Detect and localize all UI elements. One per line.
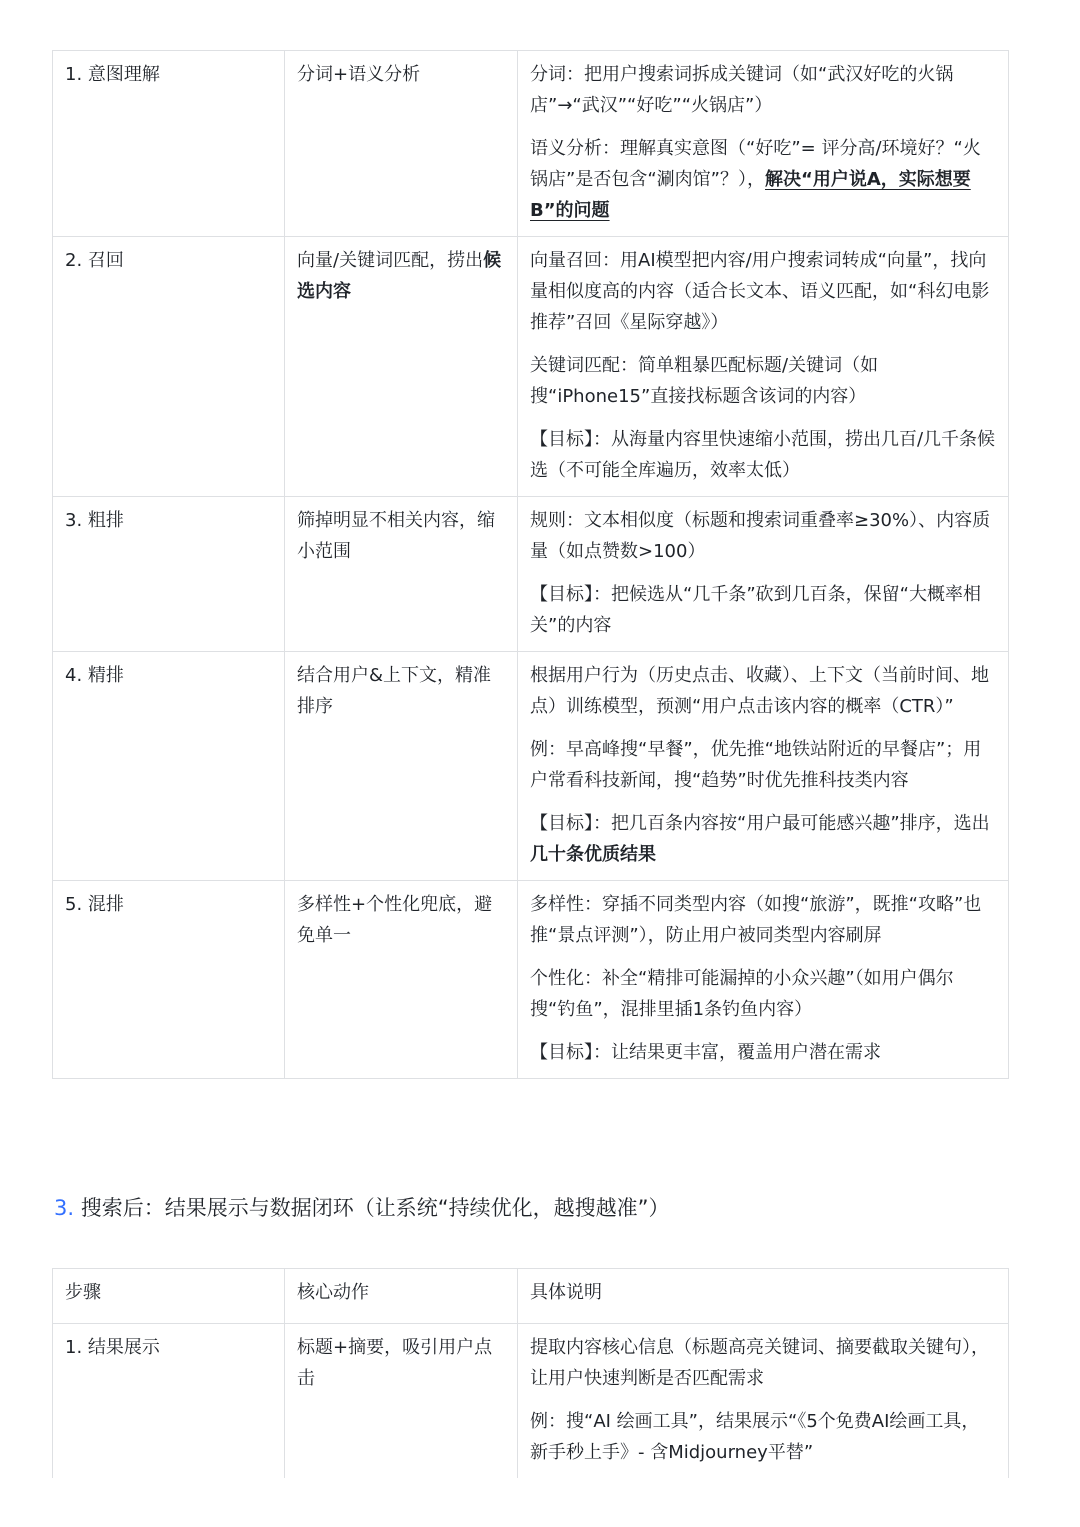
action-text: 向量/关键词匹配，捞出: [297, 250, 484, 271]
detail-paragraph: 规则：文本相似度（标题和搜索词重叠率≥30%）、内容质量（如点赞数>100）: [530, 510, 991, 562]
detail-cell: [518, 1324, 1009, 1479]
table-row: [53, 881, 1009, 1079]
step-cell: 1. 结果展示: [53, 1324, 285, 1479]
action-cell: [285, 237, 518, 497]
step-cell: 5. 混排: [53, 881, 285, 1079]
result-display-table: [52, 1268, 1009, 1478]
table-row: [53, 51, 1009, 237]
detail-text: 【目标】：把几百条内容按“用户最可能感兴趣”排序，选出: [530, 813, 990, 834]
detail-paragraph: 【目标】：把候选从“几千条”砍到几百条，保留“大概率相关”的内容: [530, 584, 981, 636]
detail-paragraph: 关键词匹配：简单粗暴匹配标题/关键词（如搜“iPhone15”直接找标题含该词的内容）: [530, 355, 879, 407]
detail-cell: [518, 51, 1009, 237]
action-cell: 结合用户&上下文，精准排序: [285, 652, 518, 881]
action-cell: 分词+语义分析: [285, 51, 518, 237]
detail-paragraph: 个性化：补全“精排可能漏掉的小众兴趣”（如用户偶尔搜“钓鱼”，混排里插1条钓鱼内容）: [530, 968, 954, 1020]
detail-cell: [518, 652, 1009, 881]
detail-paragraph: 例：早高峰搜“早餐”，优先推“地铁站附近的早餐店”；用户常看科技新闻，搜“趋势”时优先推科技类内容: [530, 739, 982, 791]
detail-paragraph: [530, 133, 996, 226]
detail-paragraph: 【目标】：让结果更丰富，覆盖用户潜在需求: [530, 1042, 881, 1063]
detail-paragraph: 向量召回：用AI模型把内容/用户搜索词转成“向量”，找向量相似度高的内容（适合长文本、语义匹配，如“科幻电影推荐”召回《星际穿越》）: [530, 250, 990, 333]
section-title: 搜索后：结果展示与数据闭环（让系统“持续优化，越搜越准”）: [80, 1196, 670, 1220]
search-process-table: [52, 50, 1009, 1079]
detail-paragraph: [530, 808, 996, 870]
step-cell: 2. 召回: [53, 237, 285, 497]
action-cell: 标题+摘要，吸引用户点击: [285, 1324, 518, 1479]
action-cell: 筛掉明显不相关内容，缩小范围: [285, 497, 518, 652]
step-cell: 1. 意图理解: [53, 51, 285, 237]
detail-cell: [518, 881, 1009, 1079]
table-row: [53, 237, 1009, 497]
highlight-text: 解决“用户说A，实际想要B”的问题: [530, 169, 971, 221]
detail-paragraph: 根据用户行为（历史点击、收藏）、上下文（当前时间、地点）训练模型，预测“用户点击该内容的概率（CTR）”: [530, 665, 989, 717]
detail-cell: [518, 237, 1009, 497]
column-header: 具体说明: [518, 1269, 1009, 1324]
detail-paragraph: 例：搜“AI 绘画工具”，结果展示“《5个免费AI绘画工具，新手秒上手》- 含Midjourney平替”: [530, 1411, 980, 1463]
highlight-text: 几十条优质结果: [530, 844, 656, 865]
detail-paragraph: 多样性：穿插不同类型内容（如搜“旅游”，既推“攻略”也推“景点评测”），防止用户被同类型内容刷屏: [530, 894, 982, 946]
detail-cell: [518, 497, 1009, 652]
detail-text: 语义分析：理解真实意图（“好吃”= 评分高/环境好？“火锅店”是否包含“涮肉馆”？），: [530, 138, 981, 190]
table-row: [53, 1324, 1009, 1479]
column-header: 核心动作: [285, 1269, 518, 1324]
step-cell: 3. 粗排: [53, 497, 285, 652]
section-heading: [54, 1192, 670, 1224]
table-header-row: [53, 1269, 1009, 1324]
table-row: [53, 497, 1009, 652]
column-header: 步骤: [53, 1269, 285, 1324]
section-number: 3.: [54, 1196, 75, 1220]
action-bold-text: 候选内容: [297, 250, 502, 302]
step-cell: 4. 精排: [53, 652, 285, 881]
detail-paragraph: 分词：把用户搜索词拆成关键词（如“武汉好吃的火锅店”→“武汉”“好吃”“火锅店”）: [530, 64, 954, 116]
action-cell: 多样性+个性化兜底，避免单一: [285, 881, 518, 1079]
table-row: [53, 652, 1009, 881]
detail-paragraph: 提取内容核心信息（标题高亮关键词、摘要截取关键句），让用户快速判断是否匹配需求: [530, 1337, 989, 1389]
detail-paragraph: 【目标】：从海量内容里快速缩小范围，捞出几百/几千条候选（不可能全库遍历，效率太低）: [530, 429, 996, 481]
